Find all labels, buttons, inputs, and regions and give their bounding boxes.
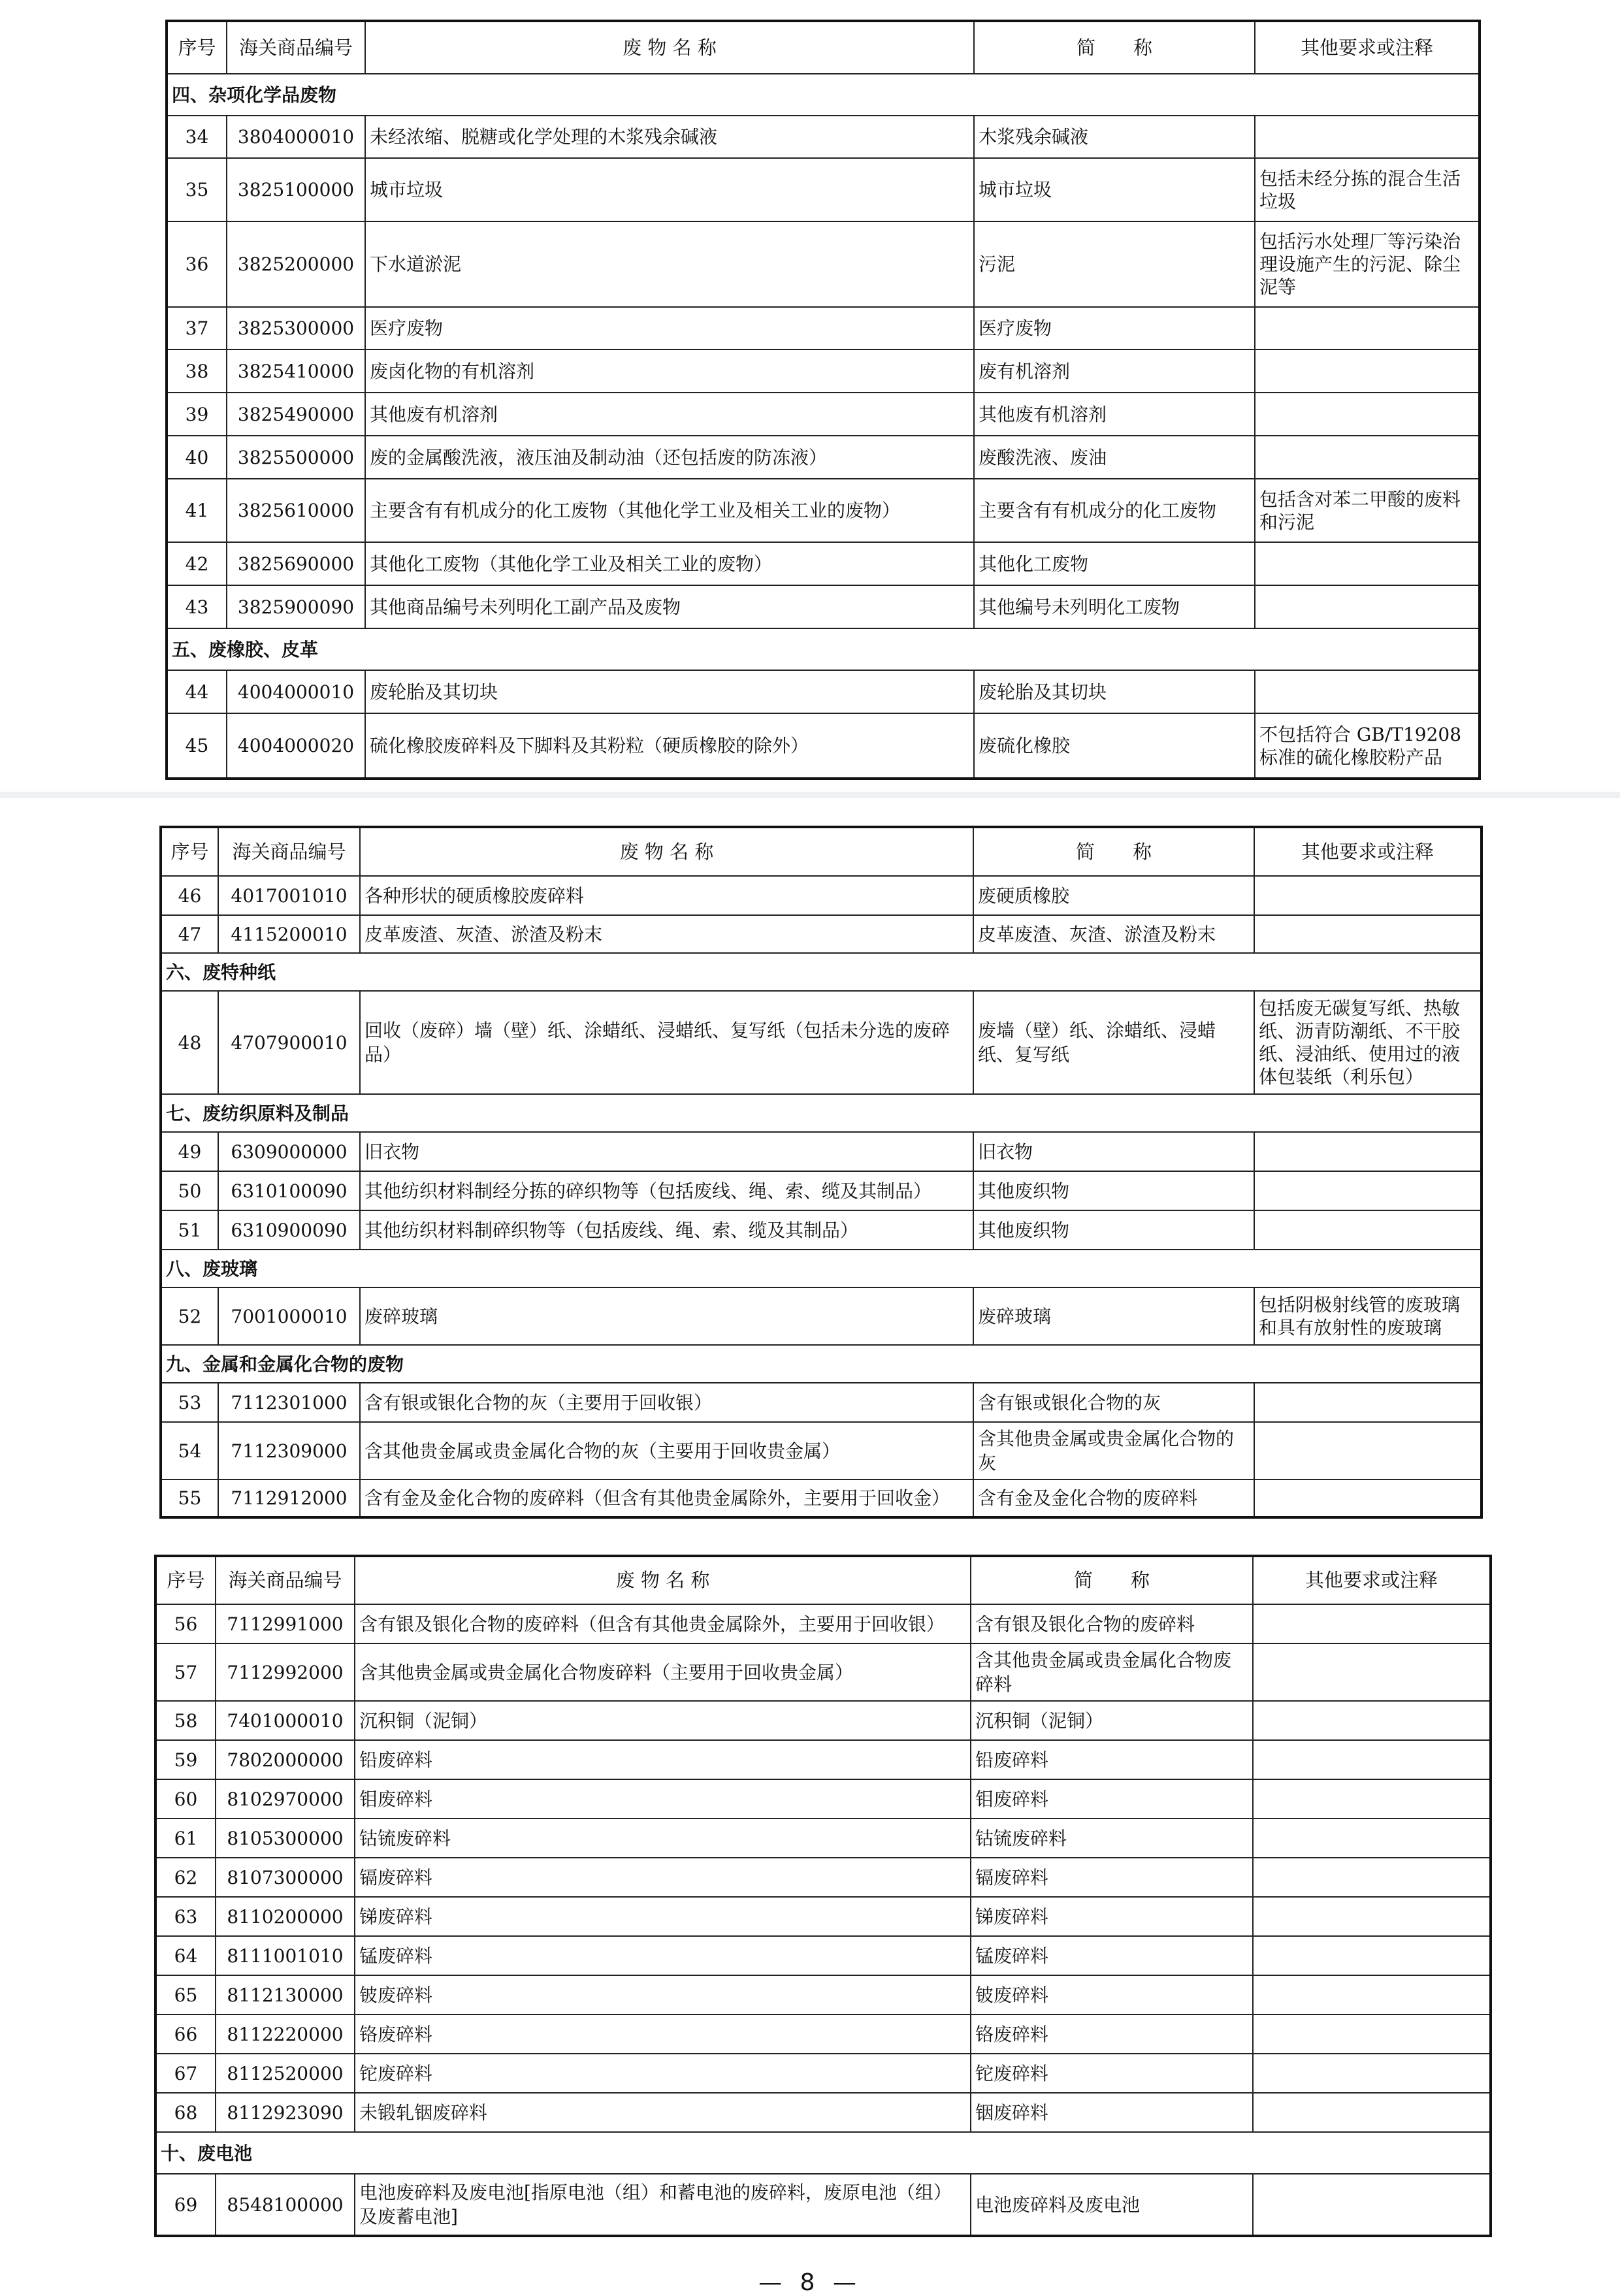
waste-table-3	[154, 1555, 1492, 2237]
cell-code: 3825100000	[227, 158, 365, 221]
table-row	[155, 1936, 1491, 1975]
cell-note	[1255, 349, 1480, 393]
cell-short: 废轮胎及其切块	[974, 670, 1255, 713]
cell-seq: 42	[167, 542, 227, 585]
cell-short: 含有金及金化合物的废碎料	[973, 1479, 1254, 1517]
table-row	[167, 393, 1480, 436]
table-row	[167, 542, 1480, 585]
cell-seq: 38	[167, 349, 227, 393]
cell-short: 铊废碎料	[971, 2054, 1253, 2093]
cell-short: 含其他贵金属或贵金属化合物废碎料	[971, 1643, 1253, 1701]
section-title: 六、废特种纸	[161, 953, 1482, 991]
header-code: 海关商品编号	[216, 1556, 355, 1604]
table-row	[155, 1604, 1491, 1643]
header-code: 海关商品编号	[227, 21, 365, 74]
cell-short: 铟废碎料	[971, 2093, 1253, 2132]
cell-note	[1253, 1701, 1491, 1740]
cell-note	[1253, 1643, 1491, 1701]
cell-short: 其他废织物	[973, 1210, 1254, 1250]
cell-short: 废墙（壁）纸、涂蜡纸、浸蜡纸、复写纸	[973, 991, 1254, 1094]
table-row	[161, 1479, 1482, 1517]
cell-code: 7112301000	[218, 1383, 360, 1422]
cell-short: 锑废碎料	[971, 1897, 1253, 1936]
cell-name: 主要含有有机成分的化工废物（其他化学工业及相关工业的废物）	[365, 479, 974, 542]
cell-short: 其他废有机溶剂	[974, 393, 1255, 436]
cell-short: 废硬质橡胶	[973, 876, 1254, 915]
cell-name: 未锻轧铟废碎料	[355, 2093, 971, 2132]
cell-short: 沉积铜（泥铜）	[971, 1701, 1253, 1740]
cell-code: 3804000010	[227, 116, 365, 158]
cell-code: 4004000020	[227, 713, 365, 779]
table-row	[167, 670, 1480, 713]
cell-seq: 50	[161, 1171, 218, 1210]
header-name: 废 物 名 称	[365, 21, 974, 74]
section-row	[167, 628, 1480, 670]
table-row	[155, 2014, 1491, 2054]
cell-name: 含有银及银化合物的废碎料（但含有其他贵金属除外，主要用于回收银）	[355, 1604, 971, 1643]
cell-short: 废硫化橡胶	[974, 713, 1255, 779]
cell-note	[1253, 1740, 1491, 1779]
table-row	[167, 479, 1480, 542]
table-row	[155, 1975, 1491, 2014]
cell-seq: 41	[167, 479, 227, 542]
cell-name: 回收（废碎）墙（壁）纸、涂蜡纸、浸蜡纸、复写纸（包括未分选的废碎品）	[360, 991, 973, 1094]
cell-name: 旧衣物	[360, 1132, 973, 1171]
cell-note	[1255, 585, 1480, 628]
table-row	[161, 1132, 1482, 1171]
cell-note	[1253, 1604, 1491, 1643]
table-row	[167, 436, 1480, 479]
cell-note: 包括废无碳复写纸、热敏纸、沥青防潮纸、不干胶纸、浸油纸、使用过的液体包装纸（利乐包）	[1254, 991, 1482, 1094]
cell-name: 电池废碎料及废电池[指原电池（组）和蓄电池的废碎料，废原电池（组）及废蓄电池]	[355, 2174, 971, 2236]
table-row	[155, 2093, 1491, 2132]
waste-table-1	[165, 20, 1481, 780]
cell-note	[1255, 393, 1480, 436]
cell-code: 3825490000	[227, 393, 365, 436]
header-note: 其他要求或注释	[1253, 1556, 1491, 1604]
cell-code: 7001000010	[218, 1287, 360, 1345]
cell-note	[1254, 1171, 1482, 1210]
table-row	[167, 713, 1480, 779]
cell-seq: 58	[155, 1701, 216, 1740]
cell-short: 废酸洗液、废油	[974, 436, 1255, 479]
table-row	[167, 349, 1480, 393]
header-note: 其他要求或注释	[1254, 827, 1482, 876]
section-row	[161, 1094, 1482, 1132]
header-name: 废 物 名 称	[360, 827, 973, 876]
cell-short: 含有银或银化合物的灰	[973, 1383, 1254, 1422]
cell-short: 主要含有有机成分的化工废物	[974, 479, 1255, 542]
cell-seq: 48	[161, 991, 218, 1094]
cell-name: 镉废碎料	[355, 1858, 971, 1897]
cell-name: 医疗废物	[365, 307, 974, 349]
cell-note	[1253, 1897, 1491, 1936]
cell-name: 下水道淤泥	[365, 221, 974, 307]
cell-seq: 53	[161, 1383, 218, 1422]
cell-seq: 34	[167, 116, 227, 158]
section-title: 五、废橡胶、皮革	[167, 628, 1480, 670]
cell-code: 8102970000	[216, 1779, 355, 1819]
cell-short: 电池废碎料及废电池	[971, 2174, 1253, 2236]
cell-seq: 67	[155, 2054, 216, 2093]
cell-note: 不包括符合 GB/T19208 标准的硫化橡胶粉产品	[1255, 713, 1480, 779]
cell-name: 硫化橡胶废碎料及下脚料及其粉粒（硬质橡胶的除外）	[365, 713, 974, 779]
cell-seq: 51	[161, 1210, 218, 1250]
cell-name: 铅废碎料	[355, 1740, 971, 1779]
header-name: 废 物 名 称	[355, 1556, 971, 1604]
cell-code: 8107300000	[216, 1858, 355, 1897]
section-row	[155, 2132, 1491, 2174]
cell-seq: 35	[167, 158, 227, 221]
cell-short: 木浆残余碱液	[974, 116, 1255, 158]
cell-short: 铬废碎料	[971, 2014, 1253, 2054]
cell-note	[1253, 2014, 1491, 2054]
section-title: 四、杂项化学品废物	[167, 74, 1480, 116]
header-seq: 序号	[167, 21, 227, 74]
cell-name: 锑废碎料	[355, 1897, 971, 1936]
cell-note	[1254, 1210, 1482, 1250]
cell-note	[1253, 2174, 1491, 2236]
section-row	[167, 74, 1480, 116]
cell-name: 其他纺织材料制碎织物等（包括废线、绳、索、缆及其制品）	[360, 1210, 973, 1250]
cell-note	[1253, 1819, 1491, 1858]
cell-note	[1253, 2093, 1491, 2132]
cell-note	[1255, 670, 1480, 713]
table-row	[167, 158, 1480, 221]
cell-note	[1253, 1975, 1491, 2014]
cell-note: 包括含对苯二甲酸的废料和污泥	[1255, 479, 1480, 542]
cell-code: 4017001010	[218, 876, 360, 915]
cell-name: 废卤化物的有机溶剂	[365, 349, 974, 393]
cell-code: 3825610000	[227, 479, 365, 542]
cell-note	[1254, 915, 1482, 953]
cell-code: 8112923090	[216, 2093, 355, 2132]
table-header-row	[155, 1556, 1491, 1604]
header-seq: 序号	[155, 1556, 216, 1604]
cell-seq: 39	[167, 393, 227, 436]
cell-code: 6310900090	[218, 1210, 360, 1250]
cell-code: 3825500000	[227, 436, 365, 479]
section-row	[161, 1250, 1482, 1287]
table-row	[155, 1779, 1491, 1819]
cell-note	[1255, 542, 1480, 585]
cell-note: 包括未经分拣的混合生活垃圾	[1255, 158, 1480, 221]
table-row	[161, 1287, 1482, 1345]
cell-name: 废的金属酸洗液，液压油及制动油（还包括废的防冻液）	[365, 436, 974, 479]
cell-note	[1254, 1479, 1482, 1517]
cell-name: 其他纺织材料制经分拣的碎织物等（包括废线、绳、索、缆及其制品）	[360, 1171, 973, 1210]
table-header-row	[167, 21, 1480, 74]
cell-seq: 52	[161, 1287, 218, 1345]
table-row	[161, 1171, 1482, 1210]
header-short: 简 称	[974, 21, 1255, 74]
table-header-row	[161, 827, 1482, 876]
cell-short: 其他化工废物	[974, 542, 1255, 585]
cell-seq: 40	[167, 436, 227, 479]
table-row	[161, 915, 1482, 953]
header-note: 其他要求或注释	[1255, 21, 1480, 74]
cell-seq: 47	[161, 915, 218, 953]
cell-code: 3825690000	[227, 542, 365, 585]
cell-seq: 63	[155, 1897, 216, 1936]
cell-seq: 66	[155, 2014, 216, 2054]
cell-name: 皮革废渣、灰渣、淤渣及粉末	[360, 915, 973, 953]
cell-code: 8111001010	[216, 1936, 355, 1975]
cell-note	[1253, 1779, 1491, 1819]
cell-note: 包括阴极射线管的废玻璃和具有放射性的废玻璃	[1254, 1287, 1482, 1345]
cell-seq: 62	[155, 1858, 216, 1897]
cell-code: 8105300000	[216, 1819, 355, 1858]
cell-note	[1254, 1132, 1482, 1171]
cell-short: 废碎玻璃	[973, 1287, 1254, 1345]
cell-short: 其他编号未列明化工废物	[974, 585, 1255, 628]
cell-name: 铊废碎料	[355, 2054, 971, 2093]
table-row	[167, 221, 1480, 307]
cell-code: 6310100090	[218, 1171, 360, 1210]
cell-name: 未经浓缩、脱糖或化学处理的木浆残余碱液	[365, 116, 974, 158]
cell-seq: 56	[155, 1604, 216, 1643]
cell-name: 铬废碎料	[355, 2014, 971, 2054]
cell-seq: 65	[155, 1975, 216, 2014]
cell-seq: 69	[155, 2174, 216, 2236]
cell-name: 钼废碎料	[355, 1779, 971, 1819]
cell-seq: 44	[167, 670, 227, 713]
section-title: 七、废纺织原料及制品	[161, 1094, 1482, 1132]
cell-code: 8112220000	[216, 2014, 355, 2054]
cell-name: 含其他贵金属或贵金属化合物废碎料（主要用于回收贵金属）	[355, 1643, 971, 1701]
table-row	[155, 1897, 1491, 1936]
cell-name: 其他化工废物（其他化学工业及相关工业的废物）	[365, 542, 974, 585]
cell-name: 含有金及金化合物的废碎料（但含有其他贵金属除外，主要用于回收金）	[360, 1479, 973, 1517]
cell-name: 其他商品编号未列明化工副产品及废物	[365, 585, 974, 628]
cell-seq: 55	[161, 1479, 218, 1517]
cell-short: 医疗废物	[974, 307, 1255, 349]
table-row	[155, 2054, 1491, 2093]
cell-code: 7112912000	[218, 1479, 360, 1517]
cell-seq: 57	[155, 1643, 216, 1701]
cell-code: 4115200010	[218, 915, 360, 953]
cell-seq: 54	[161, 1422, 218, 1479]
cell-code: 8112130000	[216, 1975, 355, 2014]
table-row	[161, 991, 1482, 1094]
cell-short: 皮革废渣、灰渣、淤渣及粉末	[973, 915, 1254, 953]
cell-note: 包括污水处理厂等污染治理设施产生的污泥、除尘泥等	[1255, 221, 1480, 307]
cell-code: 7401000010	[216, 1701, 355, 1740]
cell-name: 含其他贵金属或贵金属化合物的灰（主要用于回收贵金属）	[360, 1422, 973, 1479]
cell-code: 4707900010	[218, 991, 360, 1094]
cell-note	[1255, 116, 1480, 158]
cell-short: 钼废碎料	[971, 1779, 1253, 1819]
cell-short: 其他废织物	[973, 1171, 1254, 1210]
page-divider	[0, 792, 1620, 798]
cell-name: 钴锍废碎料	[355, 1819, 971, 1858]
waste-table-2	[159, 826, 1483, 1519]
header-seq: 序号	[161, 827, 218, 876]
cell-code: 8110200000	[216, 1897, 355, 1936]
cell-note	[1253, 1858, 1491, 1897]
table-row	[155, 1643, 1491, 1701]
cell-seq: 64	[155, 1936, 216, 1975]
cell-short: 废有机溶剂	[974, 349, 1255, 393]
cell-name: 沉积铜（泥铜）	[355, 1701, 971, 1740]
table-row	[167, 116, 1480, 158]
cell-short: 钴锍废碎料	[971, 1819, 1253, 1858]
cell-seq: 59	[155, 1740, 216, 1779]
cell-short: 污泥	[974, 221, 1255, 307]
cell-code: 7112992000	[216, 1643, 355, 1701]
table-row	[161, 1210, 1482, 1250]
section-title: 九、金属和金属化合物的废物	[161, 1345, 1482, 1383]
header-short: 简 称	[971, 1556, 1253, 1604]
cell-code: 3825300000	[227, 307, 365, 349]
cell-short: 铅废碎料	[971, 1740, 1253, 1779]
cell-name: 各种形状的硬质橡胶废碎料	[360, 876, 973, 915]
table-row	[155, 1819, 1491, 1858]
cell-note	[1253, 2054, 1491, 2093]
section-row	[161, 953, 1482, 991]
cell-code: 7802000000	[216, 1740, 355, 1779]
cell-short: 镉废碎料	[971, 1858, 1253, 1897]
cell-seq: 68	[155, 2093, 216, 2132]
cell-code: 3825410000	[227, 349, 365, 393]
cell-short: 锰废碎料	[971, 1936, 1253, 1975]
cell-name: 其他废有机溶剂	[365, 393, 974, 436]
header-code: 海关商品编号	[218, 827, 360, 876]
table-row	[161, 1422, 1482, 1479]
cell-code: 8548100000	[216, 2174, 355, 2236]
cell-short: 旧衣物	[973, 1132, 1254, 1171]
cell-seq: 60	[155, 1779, 216, 1819]
cell-note	[1254, 876, 1482, 915]
cell-short: 城市垃圾	[974, 158, 1255, 221]
table-row	[155, 1858, 1491, 1897]
cell-seq: 36	[167, 221, 227, 307]
table-row	[155, 2174, 1491, 2236]
table-row	[167, 585, 1480, 628]
page-number: — 8 —	[758, 2269, 862, 2296]
cell-code: 4004000010	[227, 670, 365, 713]
cell-seq: 37	[167, 307, 227, 349]
section-row	[161, 1345, 1482, 1383]
cell-note	[1255, 436, 1480, 479]
cell-name: 铍废碎料	[355, 1975, 971, 2014]
cell-code: 3825200000	[227, 221, 365, 307]
cell-name: 废轮胎及其切块	[365, 670, 974, 713]
table-row	[155, 1701, 1491, 1740]
table-row	[155, 1740, 1491, 1779]
cell-note	[1254, 1422, 1482, 1479]
section-title: 十、废电池	[155, 2132, 1491, 2174]
cell-seq: 43	[167, 585, 227, 628]
cell-code: 8112520000	[216, 2054, 355, 2093]
section-title: 八、废玻璃	[161, 1250, 1482, 1287]
cell-code: 7112991000	[216, 1604, 355, 1643]
cell-code: 7112309000	[218, 1422, 360, 1479]
table-row	[167, 307, 1480, 349]
cell-name: 废碎玻璃	[360, 1287, 973, 1345]
cell-seq: 45	[167, 713, 227, 779]
cell-note	[1254, 1383, 1482, 1422]
cell-short: 含其他贵金属或贵金属化合物的灰	[973, 1422, 1254, 1479]
cell-short: 铍废碎料	[971, 1975, 1253, 2014]
cell-name: 含有银或银化合物的灰（主要用于回收银）	[360, 1383, 973, 1422]
cell-name: 城市垃圾	[365, 158, 974, 221]
cell-code: 3825900090	[227, 585, 365, 628]
cell-seq: 49	[161, 1132, 218, 1171]
table-row	[161, 876, 1482, 915]
header-short: 简 称	[973, 827, 1254, 876]
cell-seq: 46	[161, 876, 218, 915]
cell-note	[1255, 307, 1480, 349]
table-row	[161, 1383, 1482, 1422]
cell-code: 6309000000	[218, 1132, 360, 1171]
cell-name: 锰废碎料	[355, 1936, 971, 1975]
cell-note	[1253, 1936, 1491, 1975]
cell-short: 含有银及银化合物的废碎料	[971, 1604, 1253, 1643]
cell-seq: 61	[155, 1819, 216, 1858]
